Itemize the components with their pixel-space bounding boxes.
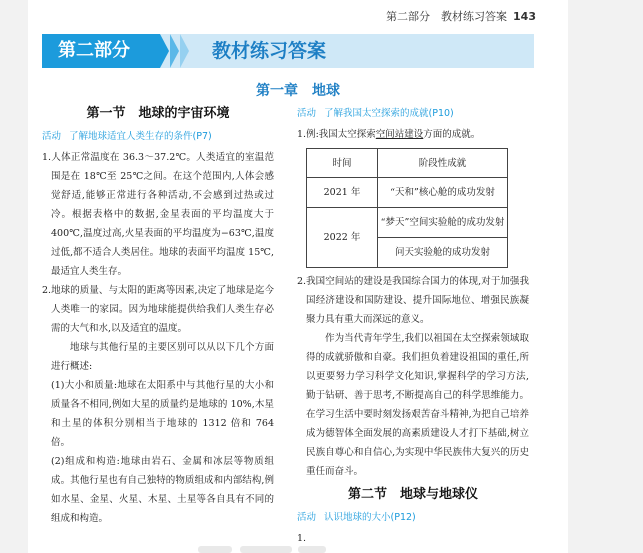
answer-2-size-mass: (1)大小和质量:地球在太阳系中与其他行星的大小和质量各不相同,例如大星的质量约是地球的 10%,木星和土星的体积分别相当于地球的 1312 倍和 764 倍。 <box>51 380 274 448</box>
answer-space-3: 作为当代青年学生,我们以祖国在太空探索领域取得的成就骄傲和自豪。我们担负着建设祖国的重任,所以更要努力学习科学文化知识,掌握科学的学习方法,勤于钻研、善于思考,不断提高自己的科学思维能力。在学习生活中要时刻发扬艰苦奋斗精神,为把自己培养成为德智体全面发展的高素质建设人才打下基础,树立民族自尊心和自信心,为实现中华民族伟大复兴的历史重任而奋斗。 <box>306 333 529 477</box>
chapter-title: 第一章 地球 <box>256 83 340 99</box>
table-cell-time: 2022 年 <box>307 208 378 268</box>
table-row <box>307 178 508 208</box>
answer-1: 1.人体正常温度在 36.3～37.2℃。人类适宜的室温范围是在 18℃至 25℃之间。在这个范围内,人体会感觉舒适,能够正常进行各种活动,不会感到过热或过冷。根据表格中的数据,金星表面的平均温度大于 400℃,温度过高,火星表面的平均温度为−63℃,温度过低,都不适合人类居住。地球的表面平均温度 15℃,最适宜人类生存。 <box>42 152 274 277</box>
activity-label: 活动 <box>297 108 317 119</box>
achievement-table <box>306 148 508 268</box>
activity-text: 了解我国太空探索的成就(P10) <box>324 108 454 119</box>
activity-label: 活动 <box>42 131 62 142</box>
part-banner <box>42 34 534 68</box>
scroll-indicator <box>298 546 326 553</box>
table-header-time: 时间 <box>307 149 378 178</box>
answer-2-overview: 地球与其他行星的主要区别可以从以下几个方面进行概述: <box>51 342 274 372</box>
section-title-2: 第二节 地球与地球仪 <box>347 487 478 502</box>
textbook-page <box>28 0 568 553</box>
answer-earth-1: 1. <box>297 533 307 544</box>
activity-text: 认识地球的大小(P12) <box>324 512 416 523</box>
table-cell-time: 2021 年 <box>307 178 378 208</box>
answer-prefix: 1.例:我国太空探索 <box>297 129 376 140</box>
header-text: 第二部分 教材练习答案 <box>386 10 508 23</box>
answer-underlined: 空间站建设 <box>375 129 424 140</box>
activity-heading-3 <box>297 508 529 527</box>
answer-space-2: 2.我国空间站的建设是我国综合国力的体现,对于加强我国经济建设和国防建设、提升国际地位、增强民族凝聚力具有重大而深远的意义。 <box>297 276 529 325</box>
part-label: 第二部分 <box>42 34 160 68</box>
banner-stripe-2 <box>170 34 179 68</box>
table-cell-achievement: 问天实验舱的成功发射 <box>378 238 508 268</box>
activity-heading-2 <box>297 104 529 123</box>
answer-2: 2.地球的质量、与太阳的距离等因素,决定了地球是迄今人类唯一的家园。因为地球能提供给我们人类生存必需的大气和水,以及适宜的温度。 <box>42 285 274 334</box>
right-column <box>297 102 529 548</box>
banner-stripe-1 <box>160 34 169 68</box>
banner-title: 教材练习答案 <box>212 40 327 62</box>
scroll-indicator <box>240 546 292 553</box>
left-column <box>42 102 274 528</box>
table-cell-achievement: “梦天”空间实验舱的成功发射 <box>378 208 508 238</box>
table-header-row <box>307 149 508 178</box>
viewer-background <box>568 0 643 553</box>
activity-heading-1 <box>42 127 274 146</box>
activity-label: 活动 <box>297 512 317 523</box>
table-header-achievement: 阶段性成就 <box>378 149 508 178</box>
table-cell-achievement: “天和”核心舱的成功发射 <box>378 178 508 208</box>
section-title-1: 第一节 地球的宇宙环境 <box>86 106 230 121</box>
answer-2-composition: (2)组成和构造:地球由岩石、金属和冰层等物质组成。其他行星也有自己独特的物质组成和内部结构,例如水星、金星、火星、木星、土星等各自具有不同的组成和构造。 <box>51 456 274 524</box>
table-row <box>307 208 508 238</box>
answer-space-1 <box>297 125 529 144</box>
scroll-indicator <box>198 546 232 553</box>
running-header <box>386 8 536 24</box>
answer-suffix: 方面的成就。 <box>423 129 481 140</box>
page-number: 143 <box>513 10 536 23</box>
activity-text: 了解地球适宜人类生存的条件(P7) <box>69 131 212 142</box>
banner-stripe-3 <box>180 34 189 68</box>
